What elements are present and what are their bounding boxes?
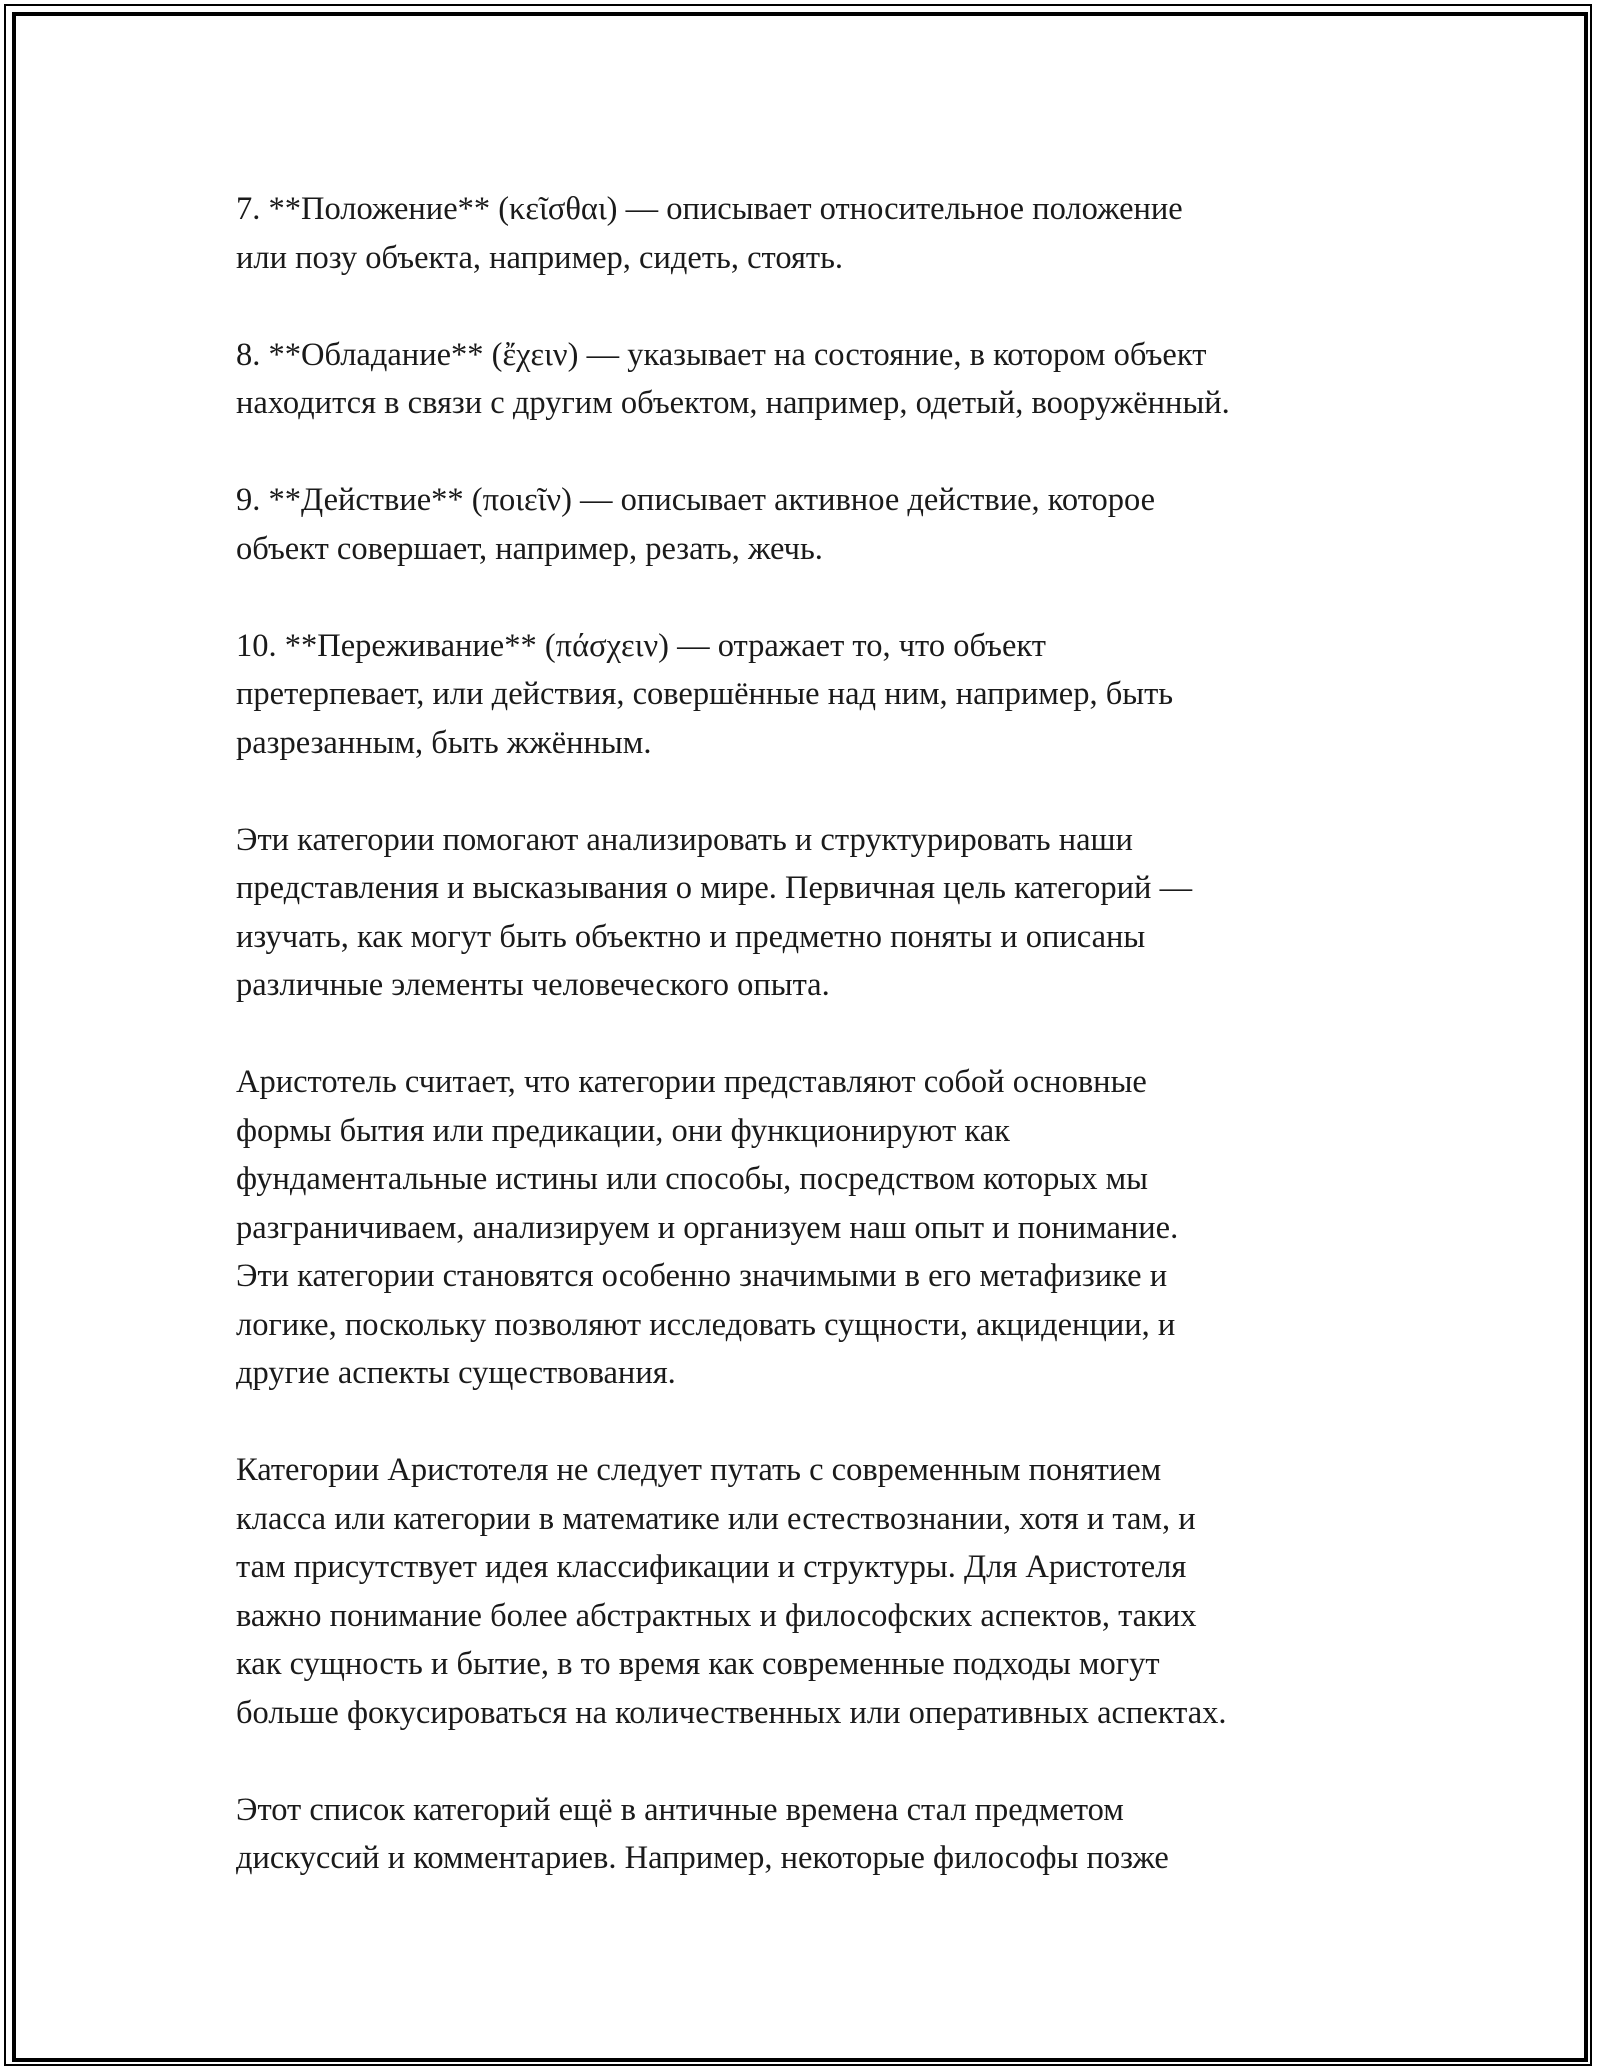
text-line: Этот список категорий ещё в античные времена стал предметом: [236, 1791, 1124, 1828]
text-line: объект совершает, например, резать, жечь.: [236, 530, 823, 567]
text-line: другие аспекты существования.: [236, 1355, 676, 1391]
paragraph-item-10: [236, 622, 1396, 768]
text-line: дискуссий и комментариев. Например, некоторые философы позже: [236, 1840, 1169, 1876]
text-line: находится в связи с другим объектом, например, одетый, вооружённый.: [236, 385, 1230, 421]
paragraph-item-7: [236, 185, 1396, 282]
paragraph-item-9: [236, 476, 1396, 573]
text-line: или позу объекта, например, сидеть, стоять.: [236, 239, 844, 276]
text-line: Эти категории помогают анализировать и структурировать наши: [236, 821, 1133, 858]
text-line: класса или категории в математике или естествознании, хотя и там, и: [236, 1500, 1196, 1537]
document-body: [236, 185, 1396, 1931]
text-line: 10. **Переживание** (πάσχειν) — отражает то, что объект: [236, 627, 1046, 664]
text-line: важно понимание более абстрактных и философских аспектов, таких: [236, 1597, 1197, 1634]
text-line: 8. **Обладание** (ἔχειν) — указывает на состояние, в котором объект: [236, 336, 1207, 373]
text-line: Аристотель считает, что категории представляют собой основные: [236, 1064, 1147, 1100]
text-line: Категории Аристотеля не следует путать с современным понятием: [236, 1452, 1162, 1488]
text-line: претерпевает, или действия, совершённые над ним, например, быть: [236, 676, 1174, 712]
text-line: представления и высказывания о мире. Первичная цель категорий —: [236, 870, 1193, 906]
text-line: 7. **Положение** (κεῖσθαι) — описывает относительное положение: [236, 191, 1183, 227]
text-line: как сущность и бытие, в то время как современные подходы могут: [236, 1646, 1160, 1682]
paragraph-item-8: [236, 331, 1396, 428]
paragraph-ancient-discussion: [236, 1786, 1396, 1883]
text-line: разграничиваем, анализируем и организуем наш опыт и понимание.: [236, 1209, 1179, 1246]
text-line: логике, поскольку позволяют исследовать сущности, акциденции, и: [236, 1306, 1176, 1343]
text-line: разрезанным, быть жжённым.: [236, 724, 652, 761]
text-line: изучать, как могут быть объектно и предметно поняты и описаны: [236, 918, 1146, 955]
text-line: фундаментальные истины или способы, посредством которых мы: [236, 1161, 1149, 1197]
paragraph-aristotle-view: [236, 1058, 1396, 1398]
text-line: формы бытия или предикации, они функционируют как: [236, 1112, 1010, 1149]
text-line: различные элементы человеческого опыта.: [236, 967, 830, 1003]
text-line: там присутствует идея классификации и структуры. Для Аристотеля: [236, 1549, 1187, 1585]
text-line: Эти категории становятся особенно значимыми в его метафизике и: [236, 1258, 1168, 1294]
paragraph-categories-purpose: [236, 816, 1396, 1010]
text-line: 9. **Действие** (ποιεῖν) — описывает активное действие, которое: [236, 482, 1156, 518]
paragraph-modern-comparison: [236, 1446, 1396, 1737]
text-line: больше фокусироваться на количественных или оперативных аспектах.: [236, 1694, 1227, 1731]
